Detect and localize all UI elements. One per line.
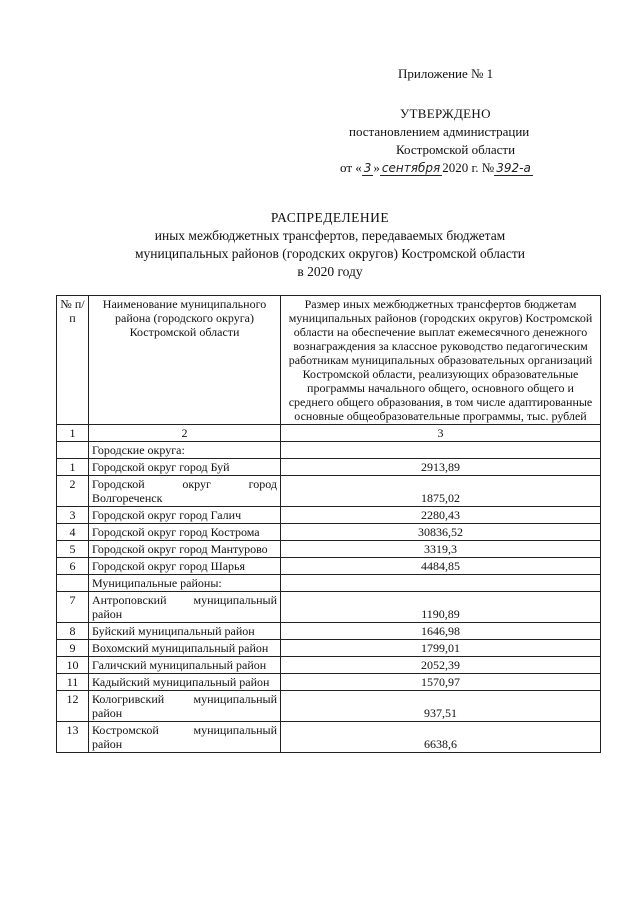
table-row <box>57 657 601 674</box>
date-line <box>340 160 533 176</box>
column-number: 1 <box>57 425 89 442</box>
column-numbers-row <box>57 425 601 442</box>
row-number: 10 <box>57 657 89 674</box>
appendix-label: Приложение № 1 <box>398 66 494 81</box>
title-line-3: муниципальных районов (городских округов) Костромской области <box>134 246 526 261</box>
decree-line: постановлением администрации <box>349 124 530 139</box>
row-number: 12 <box>57 691 89 722</box>
row-number: 6 <box>57 558 89 575</box>
approved-stamp: УТВЕРЖДЕНО <box>400 106 491 121</box>
row-number: 13 <box>57 722 89 753</box>
row-number: 5 <box>57 541 89 558</box>
table-header-row <box>57 296 601 425</box>
date-prefix: от « <box>340 160 362 175</box>
title-main: РАСПРЕДЕЛЕНИЕ <box>270 210 390 225</box>
table-row <box>57 640 601 657</box>
row-name: Городской округ город Буй <box>89 459 281 476</box>
section-label: Муниципальные районы: <box>89 575 281 592</box>
row-amount: 1875,02 <box>281 476 601 507</box>
row-number: 3 <box>57 507 89 524</box>
section-city <box>57 442 601 459</box>
row-number: 7 <box>57 592 89 623</box>
handwritten-month: сентября <box>381 161 441 175</box>
row-amount: 1570,97 <box>281 674 601 691</box>
row-name: Буйский муниципальный район <box>89 623 281 640</box>
table-row <box>57 623 601 640</box>
handwritten-number: 392-а <box>496 161 531 175</box>
row-number: 4 <box>57 524 89 541</box>
row-amount: 937,51 <box>281 691 601 722</box>
header-number: № п/п <box>57 296 89 425</box>
table-row <box>57 722 601 753</box>
row-name: Галичский муниципальный район <box>89 657 281 674</box>
table-row <box>57 459 601 476</box>
row-name: Кологривский муниципальный район <box>89 691 281 722</box>
column-number: 2 <box>89 425 281 442</box>
row-name: Городской округ город Кострома <box>89 524 281 541</box>
row-name: Городской округ город Волгореченск <box>89 476 281 507</box>
header-amount: Размер иных межбюджетных трансфертов бюджетам муниципальных районов (городских округов) Костромской области на обеспечение выплат ежемесячного денежного вознаграждения за классное руководство педагогическим работникам муниципальных образовательных организаций Костромской области, реализующих образовательные программы начального общего, основного общего и среднего общего образования, в том числе адаптированные основные общеобразовательные программы, тыс. рублей <box>281 296 601 425</box>
row-number: 2 <box>57 476 89 507</box>
row-amount: 4484,85 <box>281 558 601 575</box>
row-amount: 1646,98 <box>281 623 601 640</box>
row-name: Городской округ город Шарья <box>89 558 281 575</box>
row-amount: 3319,3 <box>281 541 601 558</box>
table-row <box>57 674 601 691</box>
section-empty-cell <box>57 442 89 459</box>
row-amount: 1799,01 <box>281 640 601 657</box>
row-name: Кадыйский муниципальный район <box>89 674 281 691</box>
header-name: Наименование муниципального района (городского округа) Костромской области <box>89 296 281 425</box>
table-row <box>57 691 601 722</box>
section-label: Городские округа: <box>89 442 281 459</box>
title-line-2: иных межбюджетных трансфертов, передаваемых бюджетам <box>154 228 506 243</box>
row-amount: 1190,89 <box>281 592 601 623</box>
row-number: 11 <box>57 674 89 691</box>
table-row <box>57 592 601 623</box>
row-number: 9 <box>57 640 89 657</box>
row-amount: 30836,52 <box>281 524 601 541</box>
title-line-4: в 2020 году <box>297 264 363 279</box>
section-empty-cell <box>281 442 601 459</box>
row-name: Городской округ город Мантурово <box>89 541 281 558</box>
handwritten-day: 3 <box>363 161 372 175</box>
section-empty-cell <box>57 575 89 592</box>
table-row <box>57 558 601 575</box>
region-line: Костромской области <box>396 142 516 157</box>
table-row <box>57 524 601 541</box>
table-body <box>57 442 601 753</box>
row-amount: 6638,6 <box>281 722 601 753</box>
column-number: 3 <box>281 425 601 442</box>
row-number: 1 <box>57 459 89 476</box>
date-year: 2020 г. № <box>442 160 495 175</box>
row-number: 8 <box>57 623 89 640</box>
table-row <box>57 476 601 507</box>
date-mid: » <box>373 160 380 175</box>
table-row <box>57 507 601 524</box>
row-amount: 2052,39 <box>281 657 601 674</box>
section-empty-cell <box>281 575 601 592</box>
distribution-table <box>56 295 601 753</box>
table-row <box>57 541 601 558</box>
row-amount: 2913,89 <box>281 459 601 476</box>
row-name: Костромской муниципальный район <box>89 722 281 753</box>
row-name: Антроповский муниципальный район <box>89 592 281 623</box>
section-districts <box>57 575 601 592</box>
row-amount: 2280,43 <box>281 507 601 524</box>
row-name: Вохомский муниципальный район <box>89 640 281 657</box>
row-name: Городской округ город Галич <box>89 507 281 524</box>
document-title <box>70 209 590 281</box>
